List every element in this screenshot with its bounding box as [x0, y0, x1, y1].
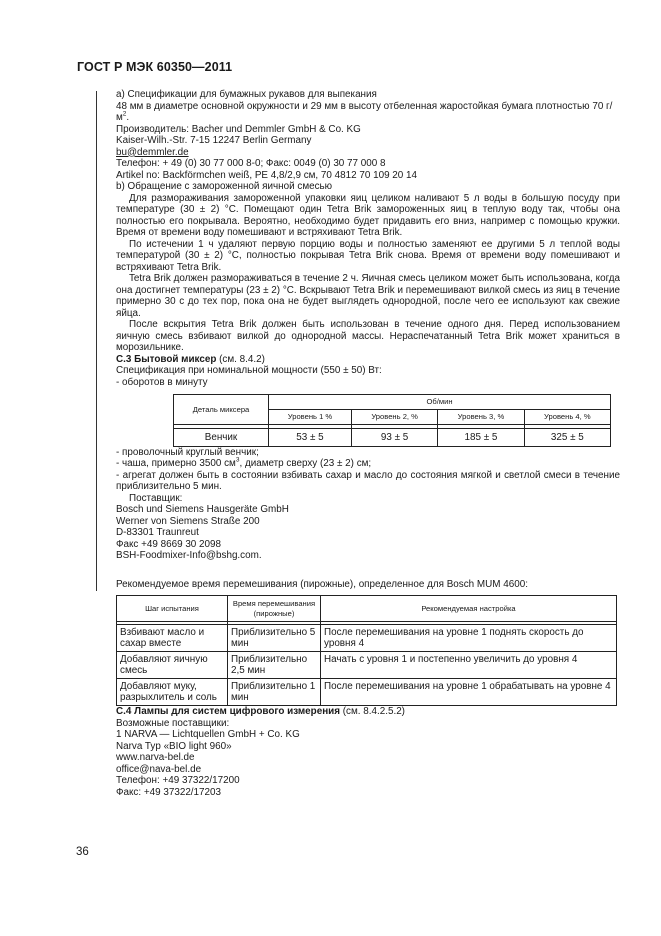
mixing-time: Приблизительно 2,5 мин [228, 652, 321, 679]
change-bar [96, 91, 97, 591]
section-c3-heading: С.3 Бытовой миксер (см. 8.4.2) [116, 353, 265, 365]
page-content [116, 89, 620, 798]
mixer-spec: Спецификация при номинальной мощности (550 ± 50) Вт: [116, 365, 382, 376]
paragraph-thaw: Для размораживания замороженной упаковки яиц целиком наливают 5 л воды в большую посуду при температуре (30 ± 2) °С. Помещают один Tetra Brik замороженных яиц в теплую воду так, чтобы она полностью его покрывала. Вероятно, необходимо будет придавить его вниз, например с помощью кружки. Время от времени воду помешивают и встряхивают Tetra Brik. [116, 192, 620, 238]
mixing-step: Добавляют яичную смесь [117, 652, 228, 679]
section-c4-heading: С.4 Лампы для систем цифрового измерения (см. 8.4.2.5.2) [116, 706, 405, 717]
mixing-col-setting: Рекомендуемая настройка [321, 596, 617, 622]
item-b-title: b) Обращение с замороженной яичной смесью [116, 181, 333, 192]
mixing-setting: После перемешивания на уровне 1 обрабатывать на уровне 4 [321, 679, 617, 706]
c4-supplier-1: 1 NARVA — Lichtquellen GmbH + Co. KG [116, 729, 300, 740]
mixing-step: Взбивают масло и сахар вместе [117, 625, 228, 652]
c4-supplier-phone: Телефон: +49 37322/17200 [116, 775, 240, 786]
rpm-level-2-header: Уровень 2, % [351, 410, 437, 425]
supplier-line: Werner von Siemens Straße 200 [116, 515, 260, 527]
rpm-value-3: 185 ± 5 [438, 429, 524, 447]
table-row [117, 625, 617, 652]
table-row [117, 652, 617, 679]
manufacturer-phone: Телефон: + 49 (0) 30 77 000 8-0; Факс: 0049 (0) 30 77 000 8 [116, 158, 386, 169]
c4-suppliers-title: Возможные поставщики: [116, 717, 230, 729]
supplier-line: Факс +49 8669 30 2098 [116, 538, 222, 550]
table-row [117, 679, 617, 706]
page-number: 36 [76, 846, 89, 858]
mixing-col-step: Шаг испытания [117, 596, 228, 622]
rpm-level-1-header: Уровень 1 % [269, 410, 352, 425]
table-row [174, 429, 611, 447]
rpm-value-4: 325 ± 5 [524, 429, 610, 447]
rpm-table-group-header: Об/мин [269, 395, 611, 410]
mixing-time-title: Рекомендуемое время перемешивания (пирожные), определенное для Bosch MUM 4600: [116, 578, 528, 590]
supplier-email[interactable]: BSH-Foodmixer-Info@bshg.com. [116, 550, 262, 561]
mixing-time: Приблизительно 5 мин [228, 625, 321, 652]
item-a-spec: 48 мм в диаметре основной окружности и 29 мм в высоту отбеленная жаростойкая бумага плотностью 70 $г/м^2$. [116, 100, 613, 123]
mixing-setting: Начать с уровня 1 и постепенно увеличить до уровня 4 [321, 652, 617, 679]
paragraph-thaw-time: Tetra Brik должен размораживаться в течение 2 ч. Яичная смесь целиком может быть использована, когда она достигнет температуры (23 ± 2) °С. Вскрывают Tetra Brik и перемешивают вилкой смесь из яиц в течение примерно 30 с до тех пор, пока она не будет выглядеть однородной, после чего ее используют как свежие яйца. [116, 273, 620, 319]
rpm-table-col-part: Деталь миксера [174, 395, 269, 425]
manufacturer-email[interactable]: bu@demmler.de [116, 146, 189, 158]
rpm-level-4-header: Уровень 4, % [524, 410, 610, 425]
c4-supplier-line: Narva Typ «BIO light 960» [116, 740, 232, 752]
supplier-line: D-83301 Traunreut [116, 527, 199, 538]
bullet-rpm: - оборотов в минуту [116, 376, 208, 388]
mixing-step: Добавляют муку, разрыхлитель и соль [117, 679, 228, 706]
rpm-level-3-header: Уровень 3, % [438, 410, 524, 425]
manufacturer-address: Kaiser-Wilh.-Str. 7-15 12247 Berlin Germany [116, 135, 312, 146]
c4-supplier-email[interactable]: office@nava-bel.de [116, 763, 202, 775]
mixing-setting: После перемешивания на уровне 1 поднять скорость до уровня 4 [321, 625, 617, 652]
supplier-title: Поставщик: [129, 492, 183, 504]
rpm-value-1: 53 ± 5 [269, 429, 352, 447]
bullet-bowl: - чаша, примерно 3500 $см^3$, диаметр сверху (23 ± 2) см; [116, 456, 372, 469]
manufacturer-article: Artikel no: Backförmchen weiß, PE 4,8/2,9 см, 70 4812 70 109 20 14 [116, 169, 418, 181]
mixing-col-time: Время перемешивания (пирожные) [228, 596, 321, 622]
manufacturer: Производитель: Bacher und Demmler GmbH & Co. KG [116, 123, 361, 135]
paragraph-after-opening: После вскрытия Tetra Brik должен быть использован в течение одного дня. Перед использованием яичную смесь взбивают вилкой до однородной массы. Нераспечатанный Tetra Brik может храниться в морозильнике. [116, 319, 620, 353]
paragraph-replace-water: По истечении 1 ч удаляют первую порцию воды и полностью заменяют ее другими 5 л теплой воды температурой (30 ± 2) °С, полностью покрывая Tetra Brik снова. Время от времени воду помешивают и встряхивают Tetra Brik. [116, 238, 620, 273]
bullet-capability: - агрегат должен быть в состоянии взбивать сахар и масло до состояния мягкой и светлой смеси в течение приблизительно 5 мин. [116, 469, 620, 492]
mixing-time: Приблизительно 1 мин [228, 679, 321, 706]
bullet-whisk: - проволочный круглый венчик; [116, 446, 259, 458]
document-header: ГОСТ Р МЭК 60350—2011 [77, 60, 233, 74]
mixing-time-table [116, 595, 617, 706]
c4-supplier-website[interactable]: www.narva-bel.de [116, 752, 195, 763]
rpm-row-label: Венчик [174, 429, 269, 447]
supplier-line: Bosch und Siemens Hausgeräte GmbH [116, 504, 289, 515]
rpm-value-2: 93 ± 5 [351, 429, 437, 447]
item-a-title: а) Спецификации для бумажных рукавов для выпекания [116, 89, 377, 100]
c4-supplier-fax: Факс: +49 37322/17203 [116, 786, 222, 798]
rpm-table [173, 394, 611, 447]
